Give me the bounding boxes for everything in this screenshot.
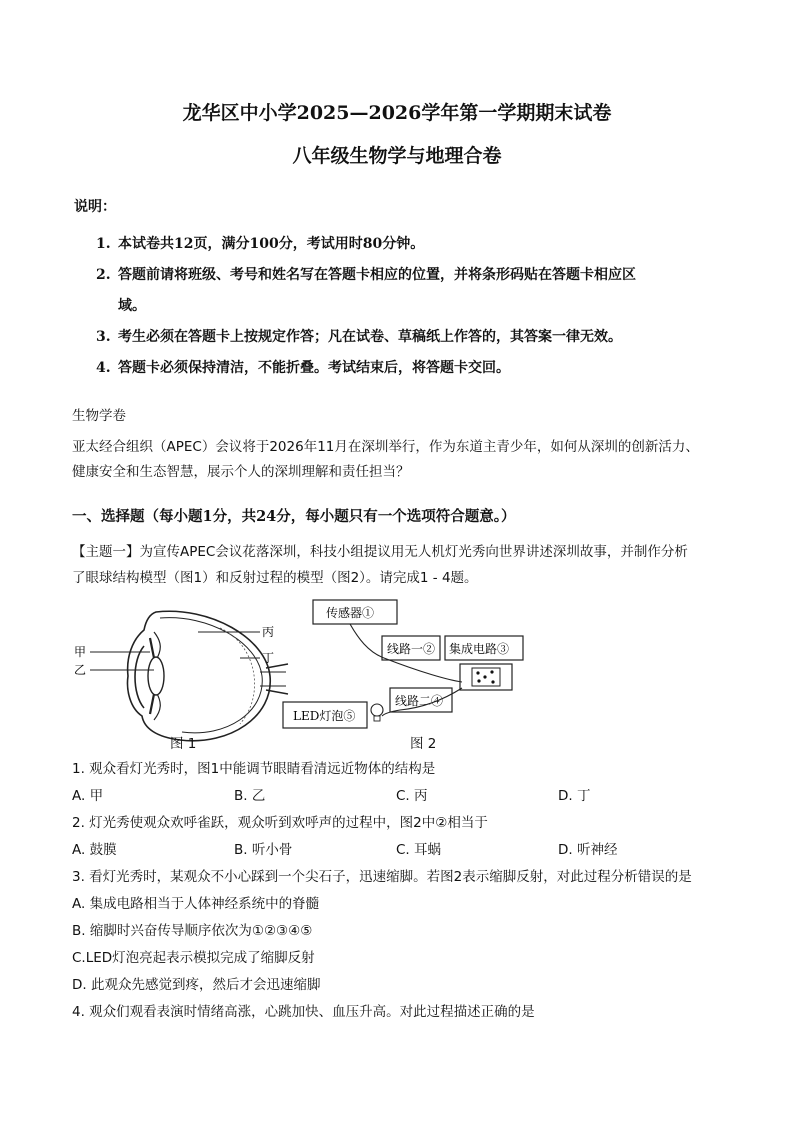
figure-2-reflex-model	[280, 598, 530, 734]
instruction-num: 3.	[96, 329, 111, 345]
instruction-item-1	[96, 233, 424, 253]
question-2-stem: 2. 灯光秀使观众欢呼雀跃，观众听到欢呼声的过程中，图2中②相当于	[72, 815, 488, 831]
instruction-text: 考生必须在答题卡上按规定作答；凡在试卷、草稿纸上作答的，其答案一律无效。	[118, 329, 622, 345]
figure-2-caption: 图 2	[410, 736, 437, 752]
question-4-stem: 4. 观众们观看表演时情绪高涨，心跳加快、血压升高。对此过程描述正确的是	[72, 1004, 535, 1020]
instruction-num: 2.	[96, 267, 111, 283]
biology-heading: 生物学卷	[72, 408, 126, 424]
exam-subtitle: 八年级生物学与地理合卷	[292, 145, 502, 167]
line-2-label: 线路二④	[395, 694, 444, 708]
instruction-item-4	[96, 357, 510, 377]
line-1-label: 线路一②	[387, 642, 436, 656]
question-2-option-b[interactable]: B. 听小骨	[234, 842, 293, 858]
question-1-stem: 1. 观众看灯光秀时，图1中能调节眼睛看清远近物体的结构是	[72, 761, 436, 777]
instruction-text: 答题卡必须保持清洁，不能折叠。考试结束后，将答题卡交回。	[118, 360, 510, 376]
label-bing: 丙	[262, 625, 275, 639]
theme-line-1: 【主题一】为宣传APEC会议花落深圳，科技小组提议用无人机灯光秀向世界讲述深圳故事，并制作分析	[72, 544, 688, 560]
bulb-icon	[371, 704, 383, 716]
label-ding: 丁	[262, 651, 275, 665]
question-2-option-d[interactable]: D. 听神经	[558, 842, 618, 858]
biology-intro-line-1: 亚太经合组织（APEC）会议将于2026年11月在深圳举行，作为东道主青少年，如何从深圳的创新活力、	[72, 439, 699, 455]
instruction-item-2-continued: 域。	[118, 298, 146, 314]
question-3-option-b[interactable]: B. 缩脚时兴奋传导顺序依次为①②③④⑤	[72, 923, 313, 939]
question-2-option-c[interactable]: C. 耳蜗	[396, 842, 442, 858]
instruction-item-3	[96, 326, 622, 346]
label-yi: 乙	[74, 663, 87, 677]
section-heading: 一、选择题（每小题1分，共24分，每小题只有一个选项符合题意。）	[72, 508, 516, 525]
exam-title: 龙华区中小学2025—2026学年第一学期期末试卷	[182, 102, 612, 124]
biology-intro-line-2: 健康安全和生态智慧，展示个人的深圳理解和责任担当？	[72, 464, 410, 480]
question-1-option-a[interactable]: A. 甲	[72, 788, 104, 804]
instruction-item-2	[96, 264, 636, 284]
sensor-label: 传感器①	[326, 606, 375, 620]
figure-1-eye-diagram	[70, 598, 290, 750]
question-3-option-a[interactable]: A. 集成电路相当于人体神经系统中的脊髓	[72, 896, 320, 912]
instruction-num: 1.	[96, 236, 111, 252]
question-3-stem: 3. 看灯光秀时，某观众不小心踩到一个尖石子，迅速缩脚。若图2表示缩脚反射，对此过程分析错误的是	[72, 869, 692, 885]
question-3-option-c[interactable]: C.LED灯泡亮起表示模拟完成了缩脚反射	[72, 950, 315, 966]
question-1-option-b[interactable]: B. 乙	[234, 788, 266, 804]
label-jia: 甲	[74, 645, 87, 659]
theme-line-2: 了眼球结构模型（图1）和反射过程的模型（图2）。请完成1 - 4题。	[72, 570, 478, 586]
question-3-option-d[interactable]: D. 此观众先感觉到疼，然后才会迅速缩脚	[72, 977, 321, 993]
question-1-option-d[interactable]: D. 丁	[558, 788, 591, 804]
instruction-text: 答题前请将班级、考号和姓名写在答题卡相应的位置，并将条形码贴在答题卡相应区	[118, 267, 636, 283]
instruction-text: 本试卷共12页，满分100分，考试用时80分钟。	[118, 236, 425, 252]
question-1-option-c[interactable]: C. 丙	[396, 788, 428, 804]
instructions-label: 说明：	[74, 199, 116, 215]
instruction-num: 4.	[96, 360, 111, 376]
figure-1-caption: 图 1	[170, 736, 197, 752]
circuit-label: 集成电路③	[449, 642, 510, 656]
led-label: LED灯泡⑤	[293, 709, 356, 723]
question-2-option-a[interactable]: A. 鼓膜	[72, 842, 117, 858]
